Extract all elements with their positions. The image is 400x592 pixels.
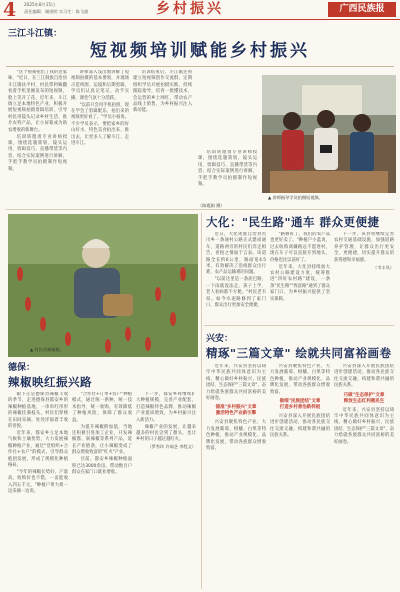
paragraph: 为提升辣椒附加值，当地还积极引进加工企业，开发辣椒酱、剁辣椒等系列产品，延长产业链条，让小辣椒变成了群众增收致富的"红火"产业。 — [72, 424, 132, 456]
paragraph: 近年来，兴安县坚持以铸牢中华民族共同体意识为主线，精心做好乡村振兴、民族团结、生态保护"三篇文章"，奋力绘就各族群众共同富裕的美好画卷。 — [206, 364, 266, 402]
story1-divider — [6, 66, 394, 67]
paragraph: 下一步，该县将继续完善农村交通基础设施，加强道路养护管理，让群众出行更安全、更便捷，切实提升群众的获得感和幸福感。 — [334, 232, 394, 263]
story3-column-2 — [72, 392, 132, 588]
paragraph: 近年来，兴安县坚持以铸牢中华民族共同体意识为主线，精心做好乡村振兴、民族团结、生态保护"三篇文章"，奋力绘就各族群众共同富裕的美好画卷。 — [334, 407, 394, 445]
story4-column-3 — [334, 364, 394, 588]
paragraph: 培训班邀请专业讲师授课，围绕选题策划、镜头运用、剪辑技巧、直播带货等内容，结合实际案例进行讲解，手把手教学员拍摄制作短视频。 — [8, 134, 67, 172]
paragraph: 目前，都安乡辣椒种植面积已达3000余亩，带动数百户群众在家门口就业增收。 — [72, 457, 132, 476]
story1-column-3 — [133, 70, 192, 208]
paragraph: "这个视频拍出了我的老家味，"近日，在三江侗族自治县斗江镇扶平村，村民覃阿姨翻看着手机里刚发布的短视频，脸上笑开了花。近年来，斗江镇立足本地特色产业，积极开展短视频拍摄剪辑培训，引导村民用镜头记录乡村生活、推介农特产品，让小屏幕成为助农增收的新舞台。 — [8, 70, 67, 133]
paragraph: "以前这里是一条泥巴路，一下雨就没法走，孩子上学、老人看病都不方便。"村民老韦说。如今水泥路修到了家门口，群众出行更加安全便捷。 — [206, 277, 266, 309]
story3-photo — [8, 214, 198, 357]
story1-column-1 — [8, 70, 67, 208]
paragraph: 讲师深入浅出地讲解了短视频拍摄的基本要领，并现场示范构图、运镜和后期剪辑，学员们认真记笔记、动手实操，课堂气氛十分活跃。 — [71, 70, 129, 101]
paper-name-badge: 广西民族报 — [328, 2, 396, 17]
story3-headline: 辣椒映红振兴路 — [8, 375, 92, 389]
story3-photo-caption: ▲ 村民采摘辣椒。 — [30, 347, 64, 352]
story4-headline: 精琢"三篇文章" 绘就共同富裕画卷 — [206, 346, 392, 360]
page-number: 4 — [3, 0, 17, 21]
paragraph: 近年来，大化县持续加大农村公路建设力度，统筹推进"四好农村路"建设，一条条"民生路""致富路"通到了群众家门口，为乡村振兴提供了坚实保障。 — [270, 264, 330, 302]
story1-headline: 短视频培训赋能乡村振兴 — [90, 41, 310, 61]
story1-photo-caption: ▲ 讲师指导学员拍摄短视频。 — [268, 195, 323, 200]
paragraph: 近日，大化瑶族自治县贡川乡一条通村公路正式建成通车，道路两旁的村民们奔走相告，喜悦之情溢于言表。该道路全长约6公里，路面宽4.5米，有效解决了沿线群众出行难、农产品运输难的问题。 — [206, 232, 266, 276]
story3-byline: （罗秀珍 许瑞芝 李程文） — [147, 444, 196, 450]
story1-column-4 — [198, 150, 257, 208]
editor-credit: 责任编辑：谢道明 实习生：陈飞旗 — [24, 9, 89, 14]
paragraph: 眼下正是德保县辣椒丰收的季节，走进德保县都安乡的辣椒种植基地，一串串红彤彤的辣椒挂满枝头，村民们穿梭在田间采摘，处处洋溢着丰收的喜悦。 — [8, 392, 68, 430]
paragraph: "以前只会用手机拍照，现在学会了剪辑配乐，拍出来的视频更好看了。"学员小杨说。不少学员表示，要把家乡的好山好水、特色美食拍出来、推出去，让更多人了解斗江、走进斗江。 — [71, 102, 129, 147]
story4-column-2 — [270, 364, 330, 588]
paragraph: 兴安县深入开展民族团结进步创建活动，推动各民族交往交流交融，构建和谐共融的民族关系。 — [270, 414, 330, 439]
story3-column-3 — [136, 392, 196, 588]
section-divider — [6, 209, 394, 210]
story4-subhead-1: 锚准"乡村振兴"文章 激活特色产业新引擎 — [215, 405, 257, 417]
paragraph: "路修好了，我们的农产品也更好卖了。"种植户小蓝说，过去收购商嫌路远不愿进村，现在车子可以直接开到地头，价格也比以前好了。 — [270, 232, 330, 263]
story4-subhead-2: 做细"民族团结"文章 打造乡村善治新样板 — [279, 399, 321, 411]
paragraph: 兴安县聚焦特色产业，大力发展葡萄、柑橘、白果等特色种植，推动产业规模化、品牌化发展，带动各族群众增收致富。 — [206, 420, 266, 452]
masthead — [0, 0, 400, 20]
paragraph: 培训班邀请专业讲师授课，围绕选题策划、镜头运用、剪辑技巧、直播带货等内容，结合实际案例进行讲解，手把手教学员拍摄制作短视频。 — [198, 150, 257, 188]
paragraph: 近年来，都安乡立足本地气候和土壤优势，大力发展辣椒种植产业，通过"党组织+合作社+农户"的模式，引导群众抱团发展，形成了规模化种植格局。 — [8, 431, 68, 469]
paragraph: 下一步，都安乡将继续扩大种植规模，完善产业配套，打造辣椒特色品牌，推动辣椒产业提质增效，为乡村振兴注入新活力。 — [136, 392, 196, 423]
story1-photo — [262, 75, 396, 193]
paragraph: 培训结束后，斗江镇还将建立短视频创作交流群，定期组织学员开展拍摄实践，持续跟踪指导，培育一批懂技术、会运营的乡土网红，带动农产品线上销售，为乡村振兴注入新动能。 — [133, 70, 192, 114]
story2-headline: 大化："民生路"通车 群众更便捷 — [206, 215, 380, 229]
story1-column-2 — [71, 70, 129, 208]
story4-column-1 — [206, 364, 266, 588]
story3-kicker: 德保： — [8, 363, 36, 373]
story1-photo-credit: （陈霞娟 摄） — [198, 203, 225, 208]
story4-kicker: 兴安： — [206, 334, 234, 344]
section-title: 乡村振兴 — [156, 1, 224, 17]
paragraph: 兴安县深入开展民族团结进步创建活动，推动各民族交往交流交融，构建和谐共融的民族关系。 — [334, 364, 394, 389]
story2-column-2 — [270, 232, 330, 322]
paragraph: "合作社+订单+农户"种植模式，通过统一供种、统一技术指导、统一收购，有效降低了种植风险，保障了群众收益。 — [72, 392, 132, 423]
story2-column-1 — [206, 232, 266, 322]
story1-kicker: 三江斗江镇： — [8, 29, 63, 39]
column-divider — [201, 213, 202, 589]
section-divider — [204, 325, 394, 326]
paragraph: "今年的辣椒长势好，产量高，收购价也不错，一亩能收入四五千元。"种植户黄大姐一边采摘一边说。 — [8, 470, 68, 495]
story4-subhead-3: 巧做"生态保护"文章 释放生态红利惠民生 — [343, 392, 385, 404]
story3-column-1 — [8, 392, 68, 588]
paragraph: 辣椒产业的发展，让越来越多的村民尝到了甜头，也让乡村的日子越过越红火。 — [136, 424, 196, 443]
story2-column-3 — [334, 232, 394, 322]
story2-byline: （韦丰凤） — [373, 264, 394, 270]
paragraph: 兴安县聚焦特色产业，大力发展葡萄、柑橘、白果等特色种植，推动产业规模化、品牌化发展，带动各族群众增收致富。 — [270, 364, 330, 395]
publish-date: 2025年8月15日 — [24, 2, 56, 7]
